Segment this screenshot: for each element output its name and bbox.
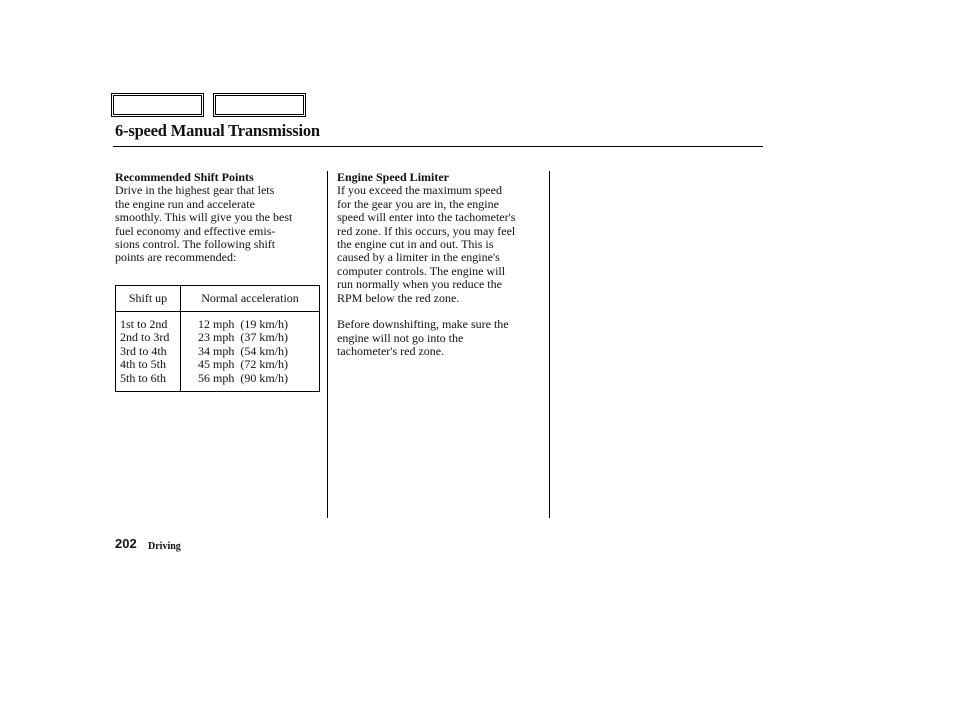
table-cell-gear: 5th to 6th bbox=[120, 370, 167, 385]
right-column bbox=[337, 171, 547, 359]
paragraph-line: for the gear you are in, the engine bbox=[337, 196, 499, 211]
column-divider-1 bbox=[327, 171, 328, 518]
table-cell-gear: 4th to 5th bbox=[120, 357, 167, 372]
shift-points-table bbox=[115, 285, 320, 392]
page-title: 6-speed Manual Transmission bbox=[115, 121, 320, 140]
table-cell-speed: 34 mph (54 km/h) bbox=[198, 343, 288, 358]
paragraph-line: points are recommended: bbox=[115, 250, 237, 265]
paragraph-line: RPM below the red zone. bbox=[337, 290, 460, 305]
column-divider-2 bbox=[549, 171, 550, 518]
table-cell-speed: 23 mph (37 km/h) bbox=[198, 330, 288, 345]
paragraph-line: caused by a limiter in the engine's bbox=[337, 250, 500, 265]
paragraph-line: sions control. The following shift bbox=[115, 237, 276, 252]
page-number: 202 bbox=[115, 536, 137, 551]
paragraph-line: speed will enter into the tachometer's bbox=[337, 210, 516, 225]
paragraph-line: fuel economy and effective emis- bbox=[115, 223, 276, 238]
paragraph-line: Drive in the highest gear that lets bbox=[115, 183, 275, 198]
paragraph-line: red zone. If this occurs, you may feel bbox=[337, 223, 516, 238]
limiter-paragraph-2 bbox=[337, 318, 547, 358]
section-heading-shift-points: Recommended Shift Points bbox=[115, 170, 254, 184]
paragraph-line: tachometer's red zone. bbox=[337, 344, 445, 359]
paragraph-line: If you exceed the maximum speed bbox=[337, 183, 502, 198]
section-heading-engine-speed-limiter: Engine Speed Limiter bbox=[337, 170, 450, 184]
shift-points-paragraph bbox=[115, 184, 323, 264]
table-cell-gear: 2nd to 3rd bbox=[120, 330, 170, 345]
title-divider bbox=[113, 146, 763, 147]
nav-tab-1[interactable] bbox=[111, 93, 204, 117]
paragraph-line: Before downshifting, make sure the bbox=[337, 317, 509, 332]
table-cell-speed: 45 mph (72 km/h) bbox=[198, 357, 288, 372]
paragraph-line: the engine cut in and out. This is bbox=[337, 237, 494, 252]
limiter-paragraph-1 bbox=[337, 184, 547, 305]
paragraph-line: run normally when you reduce the bbox=[337, 277, 502, 292]
table-gear-column bbox=[120, 318, 169, 385]
table-header-shift-up: Shift up bbox=[128, 291, 168, 305]
nav-tab-2[interactable] bbox=[213, 93, 306, 117]
table-cell-gear: 3rd to 4th bbox=[120, 343, 167, 358]
table-cell-speed: 56 mph (90 km/h) bbox=[198, 370, 288, 385]
table-header-normal-acceleration: Normal acceleration bbox=[201, 291, 299, 305]
table-cell-speed: 12 mph (19 km/h) bbox=[198, 317, 288, 331]
left-column bbox=[115, 171, 323, 265]
paragraph-line: computer controls. The engine will bbox=[337, 263, 506, 278]
table-header-divider bbox=[116, 311, 319, 312]
paragraph-line: the engine run and accelerate bbox=[115, 196, 255, 211]
section-label: Driving bbox=[148, 541, 181, 552]
table-cell-gear: 1st to 2nd bbox=[120, 317, 168, 331]
paragraph-line: engine will not go into the bbox=[337, 330, 464, 345]
paragraph-line: smoothly. This will give you the best bbox=[115, 210, 293, 225]
table-speed-column bbox=[198, 318, 288, 385]
